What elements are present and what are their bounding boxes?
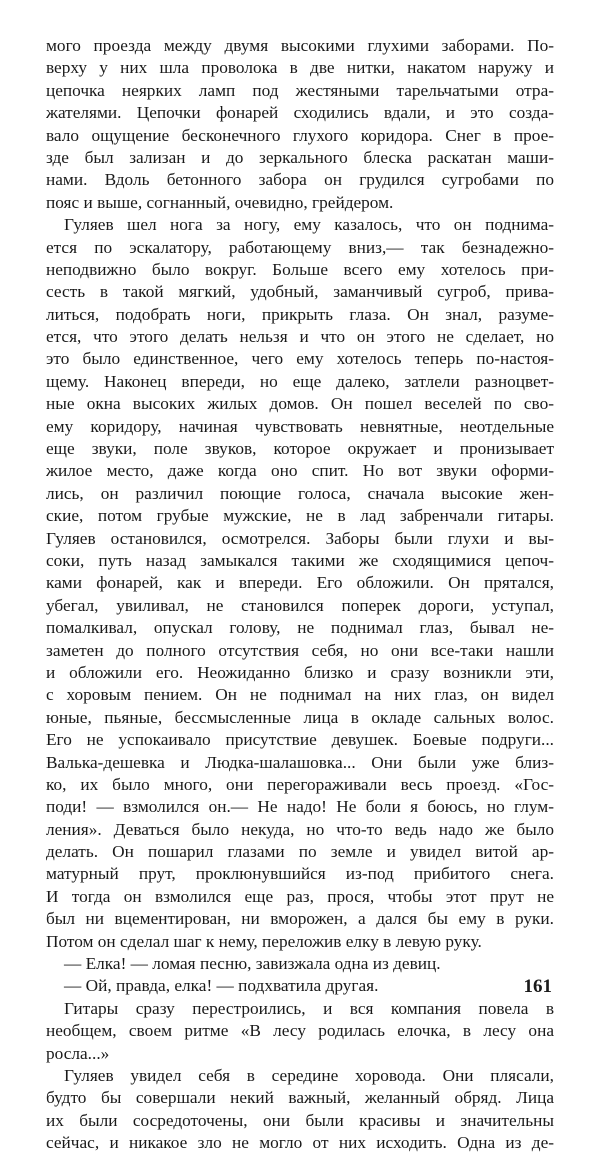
text-line: ется, что этого делать нельзя и что он этого не сделает, но (46, 327, 554, 347)
text-line: и обложили его. Неожиданно близко и сразу возникли эти, (46, 662, 554, 682)
text-line: Гуляев шел нога за ногу, ему казалось, что он поднима- (64, 215, 554, 235)
text-line: ко, их было много, они перегораживали весь проезд. «Гос- (46, 774, 554, 794)
text-line: Гитары сразу перестроились, и вся компания повела в (64, 998, 554, 1018)
text-line: верху у них шла проволока в две нитки, накатом наружу и (46, 58, 554, 78)
text-line: Гуляев увидел себя в середине хоровода. Они плясали, (64, 1065, 554, 1085)
text-line: Валька-дешевка и Людка-шалашовка... Они были уже близ- (46, 752, 554, 772)
text-line: — Елка! — ломая песню, завизжала одна из девиц. (64, 954, 441, 974)
text-line: ется по эскалатору, работающему вниз,— так безнадежно- (46, 237, 554, 257)
text-line: зде был зализан и до зеркального блеска раскатан маши- (46, 147, 554, 167)
text-body (46, 35, 554, 1155)
text-line: мого проезда между двумя высокими глухими заборами. По- (46, 36, 554, 55)
text-line: поди! — взмолился он.— Не надо! Не боли я боюсь, но глум- (46, 797, 554, 817)
text-line: делать. Он пошарил глазами по земле и увидел витой ар- (46, 842, 554, 862)
text-line: ления». Деваться было некуда, но что-то ведь надо же было (46, 819, 554, 839)
text-line: И тогда он взмолился еще раз, прося, чтобы этот прут не (46, 886, 554, 906)
text-line: ские, потом грубые мужские, не в лад забренчали гитары. (46, 506, 554, 526)
text-line: это было единственное, чего ему хотелось теперь по-настоя- (46, 349, 554, 369)
text-line: щему. Наконец впереди, но еще далеко, затлели разноцвет- (46, 371, 554, 391)
text-line: Его не успокаивало присутствие девушек. Боевые подруги... (46, 730, 554, 750)
text-line: заметен до полного отсутствия себя, но они все-таки нашли (46, 640, 554, 660)
text-line: пояс и выше, согнанный, очевидно, грейдером. (46, 192, 394, 212)
text-line: ками фонарей, как и впереди. Его обложили. Он прятался, (46, 573, 554, 593)
text-line: жилое место, даже когда оно спит. Но вот звуки оформи- (46, 461, 554, 481)
page-number: 161 (523, 976, 552, 997)
text-line: сесть в такой мягкий, удобный, заманчивый сугроб, прива- (46, 282, 554, 302)
text-line: нами. Вдоль бетонного забора он грудился сугробами по (46, 170, 554, 190)
text-line: лись, он различил поющие голоса, сначала высокие жен- (46, 483, 554, 503)
text-line: убегал, увиливал, не становился поперек дороги, уступал, (46, 595, 554, 615)
text-line: вало ощущение бесконечного глухого коридора. Снег в прое- (46, 125, 554, 145)
text-line: матурный прут, проклюнувшийся из-под прибитого снега. (46, 864, 554, 884)
text-line: помалкивал, опускал голову, не поднимал глаз, бывал не- (46, 618, 554, 638)
text-line: неподвижно было вокруг. Больше всего ему хотелось при- (46, 259, 554, 279)
text-line: Потом он сделал шаг к нему, переложив елку в левую руку. (46, 931, 482, 951)
text-line: жателями. Цепочки фонарей сходились вдали, и это созда- (46, 103, 554, 123)
text-line: ные окна высоких жилых домов. Он пошел веселей по сво- (46, 394, 554, 414)
text-line: будто бы совершали некий важный, желанный обряд. Лица (46, 1088, 554, 1108)
text-line: был ни вцементирован, ни вморожен, а дался бы ему в руки. (46, 909, 554, 929)
text-line: — Ой, правда, елка! — подхватила другая. (64, 976, 379, 996)
text-line: литься, подобрать ноги, прикрыть глаза. Он знал, разуме- (46, 304, 554, 324)
text-line: цепочка неярких ламп под жестяными тарельчатыми отра- (46, 80, 554, 100)
text-line: юные, пьяные, бессмысленные лица в окладе сальных волос. (46, 707, 554, 727)
text-line: Гуляев остановился, осмотрелся. Заборы были глухи и вы- (46, 528, 554, 548)
text-line: с хоровым пением. Он не поднимал на них глаз, он видел (46, 685, 554, 705)
text-line: их были сосредоточены, они были красивы и значительны (46, 1110, 554, 1130)
text-line: необщем, своем ритме «В лесу родилась елочка, в лесу она (46, 1021, 554, 1041)
text-line: соки, путь назад замыкался такими же сходящимися цепоч- (46, 550, 554, 570)
text-line: еще звуки, поле звуков, которое окружает и пронизывает (46, 439, 554, 459)
text-line: росла...» (46, 1043, 110, 1063)
text-line: сейчас, и никакое зло не могло от них исходить. Одна из де- (46, 1133, 554, 1153)
text-line: ему коридору, начиная чувствовать невнятные, неотдельные (46, 416, 554, 436)
